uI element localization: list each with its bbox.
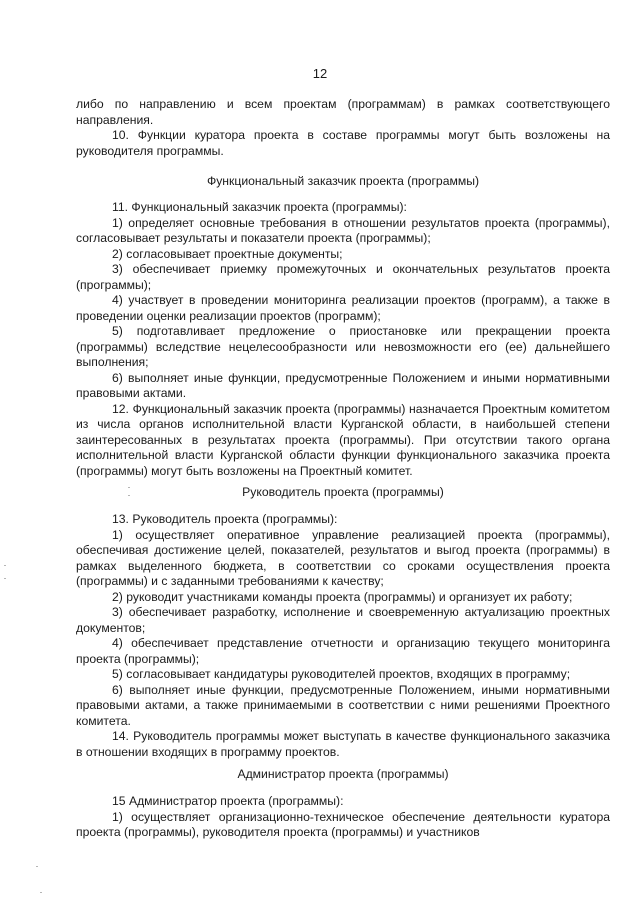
- section-functional-customer: [76, 200, 610, 479]
- continuation-paragraph: либо по направлению и всем проектам (программам) в рамках соответствующего направления.: [76, 97, 610, 127]
- scan-speck: [36, 866, 38, 867]
- intro-block: [76, 97, 610, 159]
- paragraph-11-lead: 11. Функциональный заказчик проекта (программы):: [112, 200, 407, 214]
- section-heading-functional-customer: Функциональный заказчик проекта (программы): [206, 174, 480, 188]
- scan-speck: [128, 487, 130, 488]
- list-item: 2) согласовывает проектные документы;: [112, 246, 343, 261]
- paragraph-12: 12. Функциональный заказчик проекта (программы) назначается Проектным комитетом из числа органов исполнительной власти Курганской области, в наибольшей степени заинтересованных в результатах проекта (программы). При отсутствии такого органа исполнительной власти Курганской области функции функционального заказчика проекта (программы) могут быть возложены на Проектный комитет.: [76, 401, 610, 478]
- scan-speck: [4, 578, 6, 579]
- section-heading-project-manager: Руководитель проекта (программы): [242, 485, 444, 499]
- scan-speck: [4, 565, 6, 566]
- page-number: 12: [312, 66, 328, 81]
- list-item: 6) выполняет иные функции, предусмотренные Положением, иными нормативными правовыми актами, а также принимаемыми в соответствии с ними решениями Проектного комитета.: [76, 682, 610, 728]
- section-project-manager: [76, 512, 610, 760]
- paragraph-10: 10. Функции куратора проекта в составе программы могут быть возложены на руководителя программы.: [76, 128, 610, 158]
- paragraph-15-lead: 15 Администратор проекта (программы):: [112, 794, 344, 808]
- paragraph-13-lead: 13. Руководитель проекта (программы):: [112, 512, 338, 526]
- list-item: 1) осуществляет оперативное управление реализацией проекта (программы), обеспечивая достижение целей, показателей, результатов и выгод проекта (программы) в рамках выделенного бюджета, в соответствии со сроками осуществления проекта (программы) и с заданными требованиями к качеству;: [76, 527, 610, 588]
- list-item: 6) выполняет иные функции, предусмотренные Положением и иными нормативными правовыми актами.: [76, 370, 610, 400]
- scan-speck: [128, 495, 130, 496]
- list-item: 3) обеспечивает приемку промежуточных и окончательных результатов проекта (программы);: [76, 262, 610, 292]
- list-item: 1) осуществляет организационно-техническое обеспечение деятельности куратора проекта (программы), руководителя проекта (программы) и участников: [76, 809, 610, 839]
- list-item: 1) определяет основные требования в отношении результатов проекта (программы), согласовывает результаты и показатели проекта (программы);: [76, 215, 610, 245]
- paragraph-14: 14. Руководитель программы может выступать в качестве функционального заказчика в отношении входящих в программу проектов.: [76, 729, 610, 759]
- section-heading-administrator: Администратор проекта (программы): [237, 767, 449, 781]
- list-item: 5) подготавливает предложение о приостановке или прекращении проекта (программы) вследствие нецелесообразности или невозможности его (ее) дальнейшего выполнения;: [76, 324, 610, 369]
- list-item: 3) обеспечивает разработку, исполнение и своевременную актуализацию проектных документов;: [76, 605, 610, 635]
- scan-speck: [40, 892, 42, 893]
- list-item: 5) согласовывает кандидатуры руководителей проектов, входящих в программу;: [112, 667, 571, 681]
- section-administrator: [76, 794, 610, 841]
- list-item: 4) участвует в проведении мониторинга реализации проектов (программ), а также в проведении оценки реализации проектов (программ);: [76, 293, 610, 323]
- list-item: 2) руководит участниками команды проекта (программы) и организует их работу;: [112, 589, 573, 604]
- list-item: 4) обеспечивает представление отчетности и организацию текущего мониторинга проекта (программы);: [76, 636, 610, 666]
